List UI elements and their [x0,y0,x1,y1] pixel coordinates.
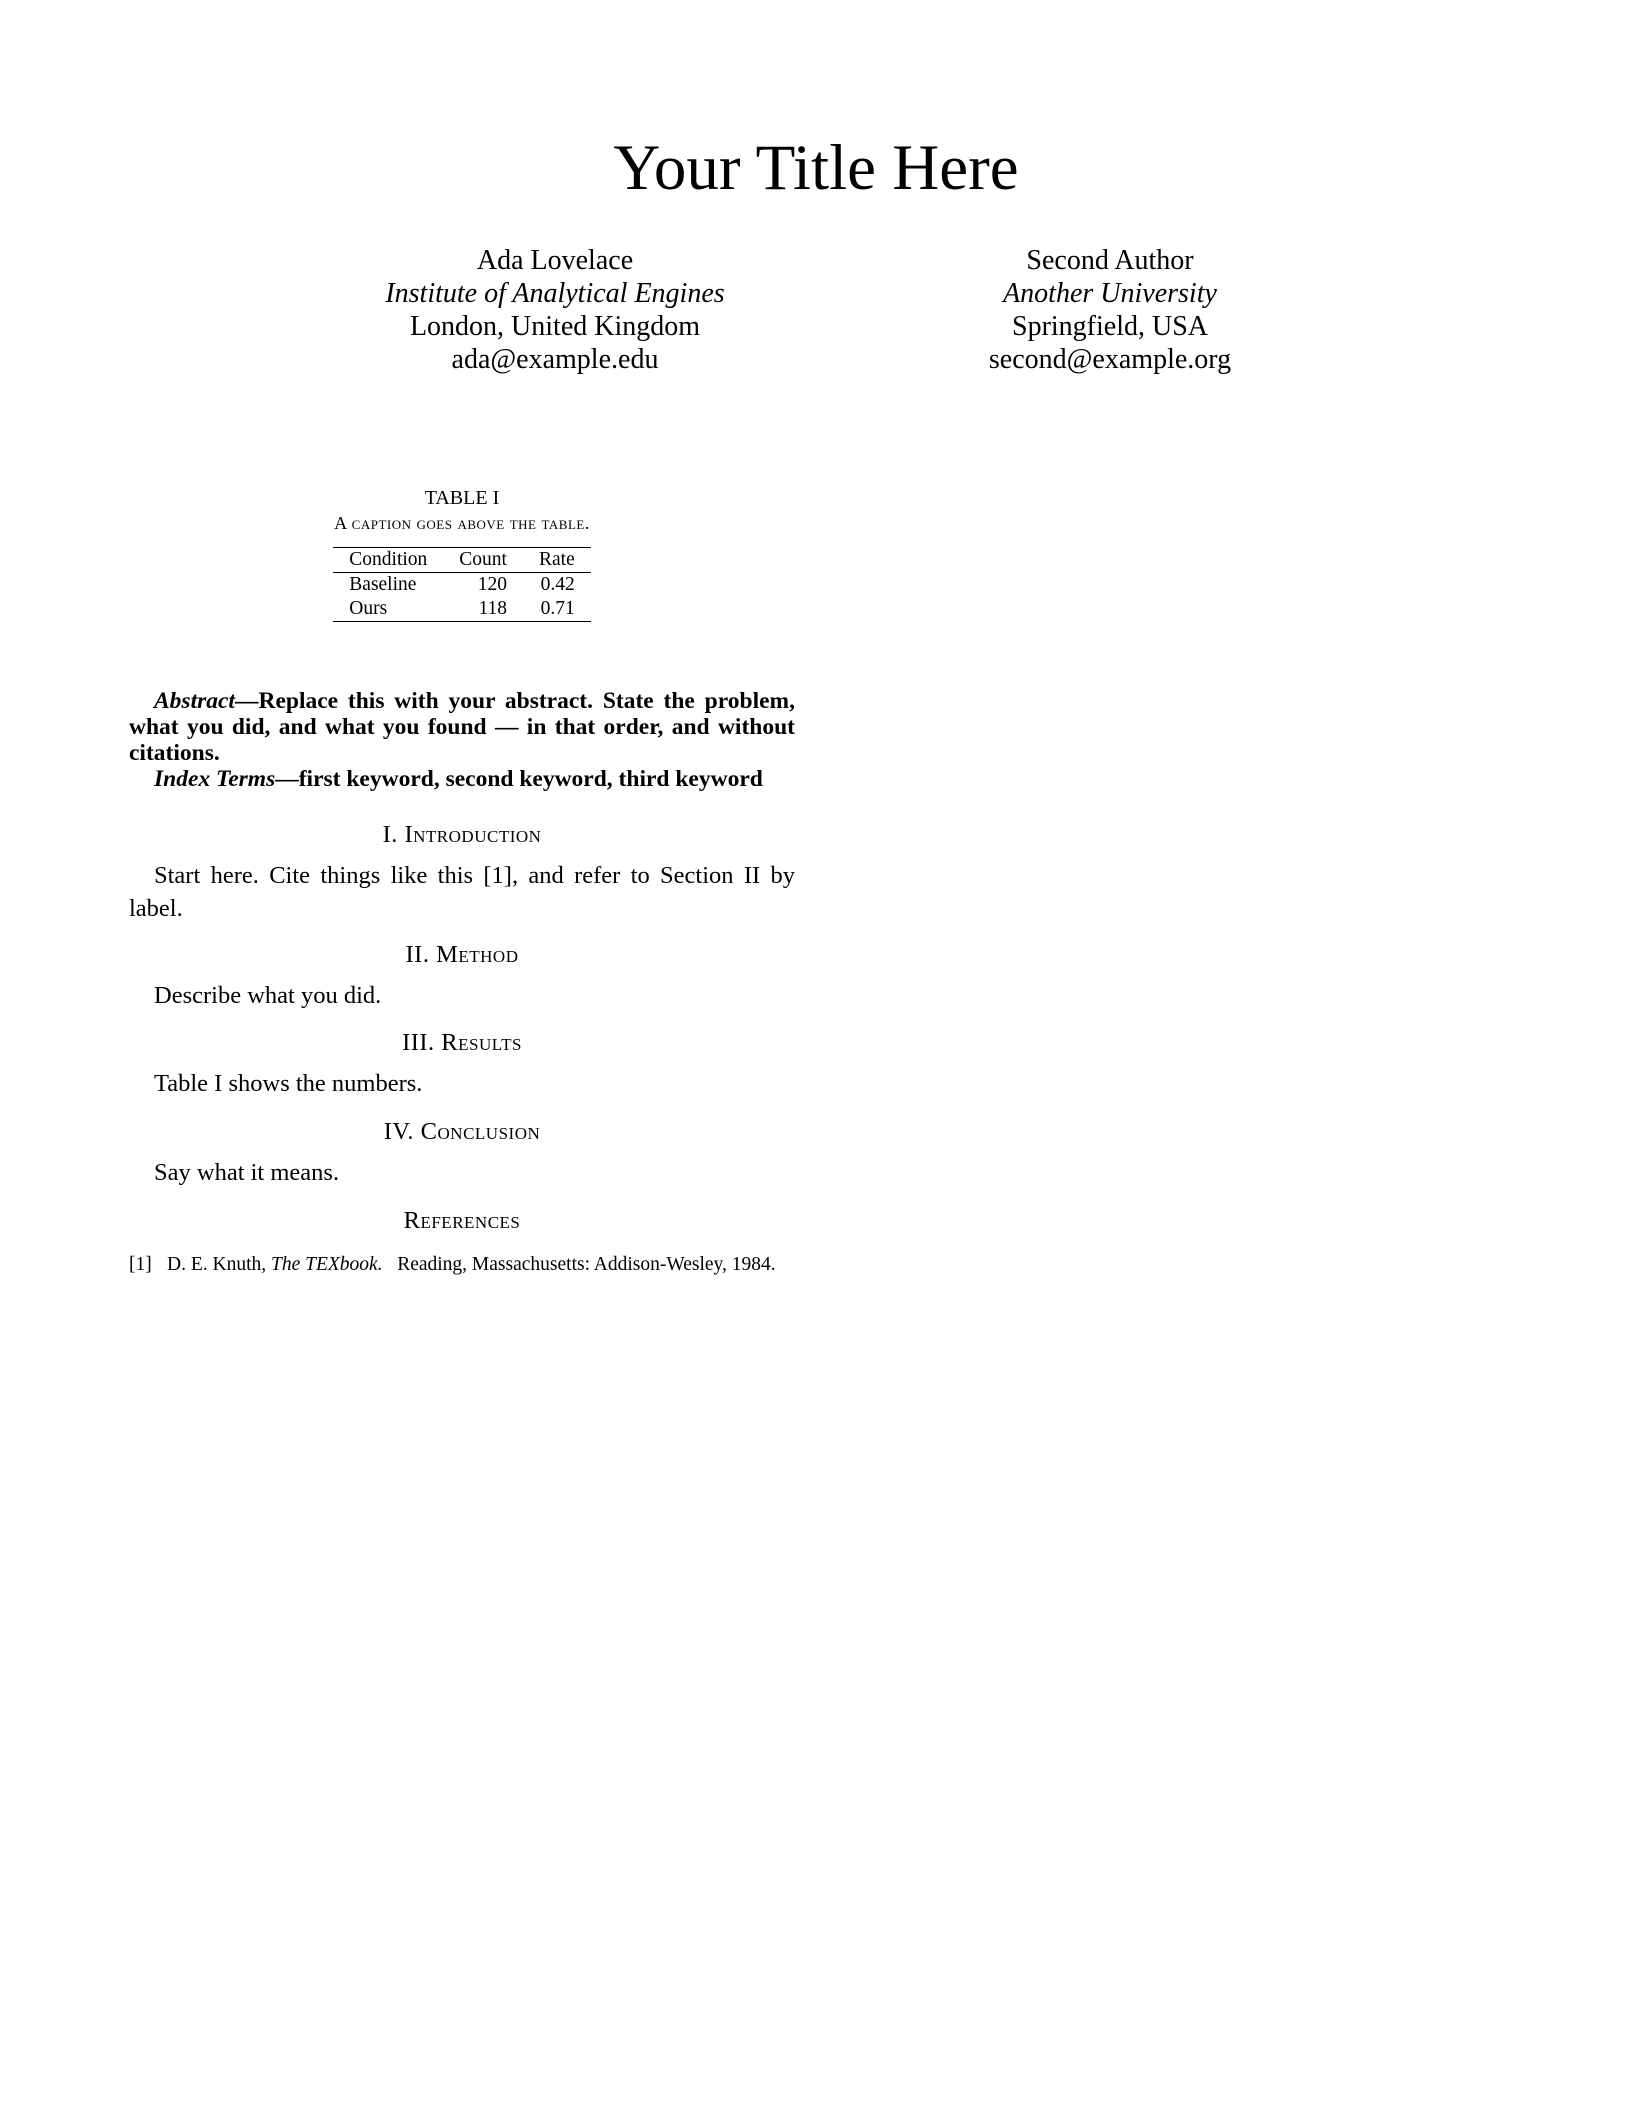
table-header-cell: Rate [523,548,591,573]
reference-title: The TEXbook. [271,1254,383,1275]
section-heading-results: III. Results [402,1029,522,1056]
author-affiliation: Another University [1003,278,1217,309]
reference-item [129,1253,795,1277]
author-location: Springfield, USA [1012,311,1208,342]
paper-title: Your Title Here [613,132,1019,204]
reference-number: [1] [129,1254,152,1275]
table-header-cell: Condition [333,548,443,573]
table-cell: Ours [349,598,388,619]
section-heading-method: II. Method [405,941,519,968]
index-terms-paragraph [129,766,795,792]
abstract-block [129,688,795,792]
table-header-row [333,548,590,573]
table-cell: Baseline [349,574,417,595]
table-header-cell: Count [443,548,523,573]
section-body-method: Describe what you did. [154,982,382,1009]
references-heading: References [403,1207,521,1234]
index-terms-lead: Index Terms [154,766,276,792]
index-terms-dash: — [275,766,299,792]
section-body-results: Table I shows the numbers. [154,1070,423,1097]
reference-authors: D. E. Knuth, [167,1254,267,1275]
table-row [333,573,590,598]
author-name: Second Author [1026,245,1194,276]
author-affiliation: Institute of Analytical Engines [385,278,725,309]
table-cell: 120 [477,574,507,595]
abstract-paragraph [129,688,795,766]
section-heading-introduction: I. Introduction [382,821,542,848]
author-email: second@example.org [988,344,1232,375]
results-table [333,547,590,622]
index-terms-text: first keyword, second keyword, third keyword [298,766,763,792]
table-cell: 118 [478,598,507,619]
section-body-conclusion: Say what it means. [154,1159,340,1186]
table-label: TABLE I [424,487,500,509]
table-cell: 0.71 [540,598,575,619]
table-block [129,485,795,622]
table-row [333,597,590,622]
author-name: Ada Lovelace [476,245,634,276]
author-email: ada@example.edu [451,344,659,375]
table-cell: 0.42 [540,574,575,595]
abstract-text: Replace this with your abstract. State the problem, what you did, and what you found — in that order, and without citations. [129,688,795,766]
abstract-lead: Abstract [154,688,235,714]
section-heading-conclusion: IV. Conclusion [383,1118,541,1145]
reference-publisher: Reading, Massachusetts: Addison-Wesley, 1984. [397,1254,776,1275]
abstract-dash: — [234,688,259,714]
reference-body [167,1253,795,1277]
section-body-introduction: Start here. Cite things like this [1], and refer to Section II by label. [129,862,795,922]
author-location: London, United Kingdom [409,311,701,342]
table-caption: A caption goes above the table. [334,513,590,533]
author-block-2 [910,244,1310,376]
author-block-1 [355,244,755,376]
